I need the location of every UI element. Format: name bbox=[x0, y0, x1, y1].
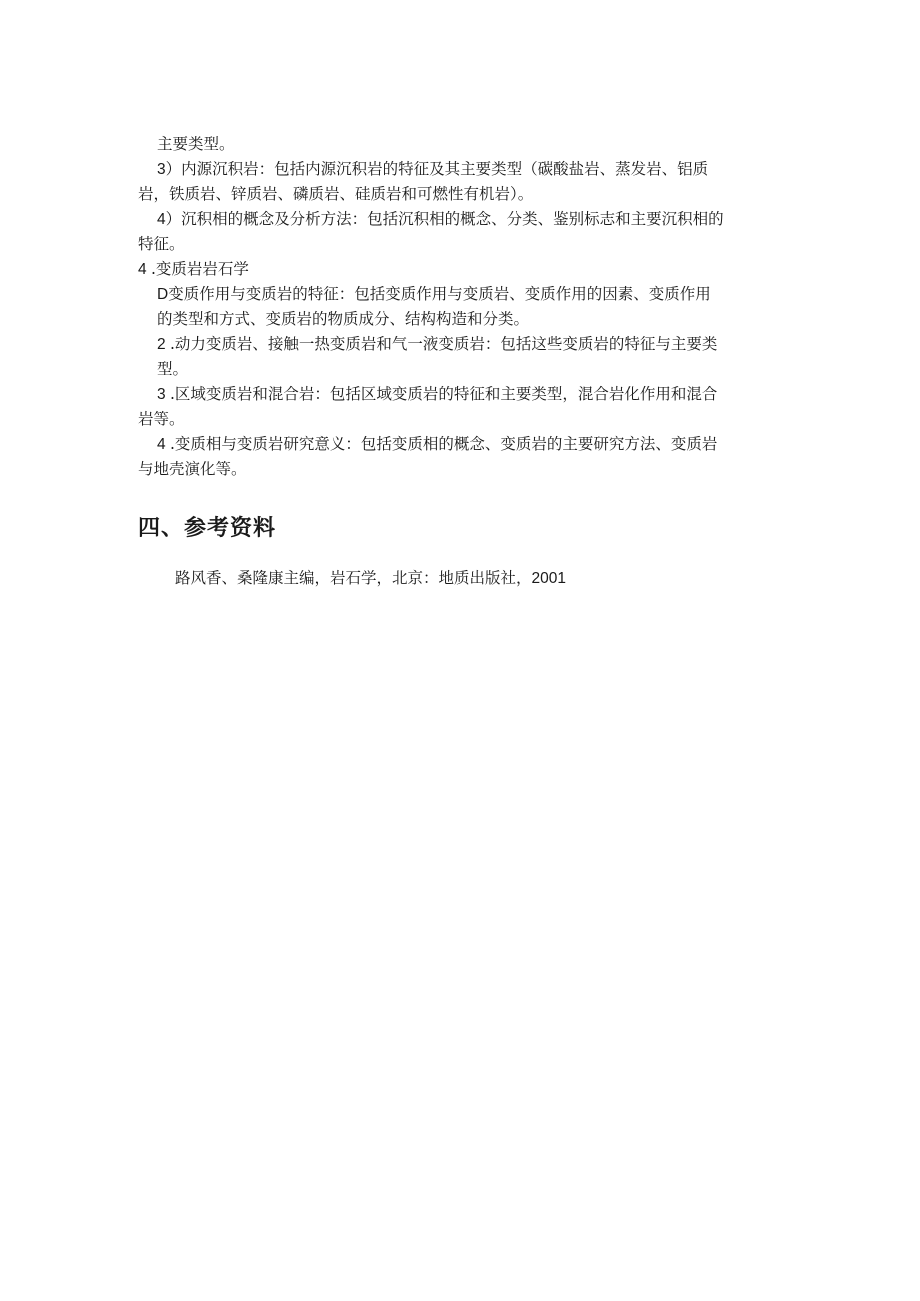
body-text bbox=[138, 132, 798, 482]
reference-text: 路风香、桑隆康主编，岩石学，北京：地质出版社， bbox=[175, 569, 532, 587]
text-line: 与地壳演化等。 bbox=[138, 460, 247, 478]
list-item-3b: 3 .区域变质岩和混合岩：包括区域变质岩的特征和主要类型，混合岩化作用和混合 bbox=[157, 385, 718, 403]
subsection-heading: 4 .变质岩岩石学 bbox=[138, 260, 249, 278]
reference-year: 2001 bbox=[531, 570, 566, 587]
list-item-2: 2 .动力变质岩、接触一热变质岩和气一液变质岩：包括这些变质岩的特征与主要类 bbox=[157, 335, 718, 353]
list-item-4: 4）沉积相的概念及分析方法：包括沉积相的概念、分类、鉴别标志和主要沉积相的 bbox=[157, 210, 724, 228]
reference-entry bbox=[175, 566, 566, 591]
list-item-d: D变质作用与变质岩的特征：包括变质作用与变质岩、变质作用的因素、变质作用 bbox=[157, 285, 711, 303]
text-line: 主要类型。 bbox=[157, 135, 235, 153]
section-title: 四、参考资料 bbox=[138, 516, 277, 541]
list-item-3: 3）内源沉积岩：包括内源沉积岩的特征及其主要类型（碳酸盐岩、蒸发岩、铝质 bbox=[157, 160, 709, 178]
text-line: 特征。 bbox=[138, 235, 185, 253]
text-line: 的类型和方式、变质岩的物质成分、结构构造和分类。 bbox=[157, 310, 530, 328]
text-line: 岩等。 bbox=[138, 410, 185, 428]
text-line: 型。 bbox=[157, 360, 189, 378]
list-item-4b: 4 .变质相与变质岩研究意义：包括变质相的概念、变质岩的主要研究方法、变质岩 bbox=[157, 435, 718, 453]
text-line: 岩，铁质岩、锌质岩、磷质岩、硅质岩和可燃性有机岩）。 bbox=[138, 185, 534, 203]
